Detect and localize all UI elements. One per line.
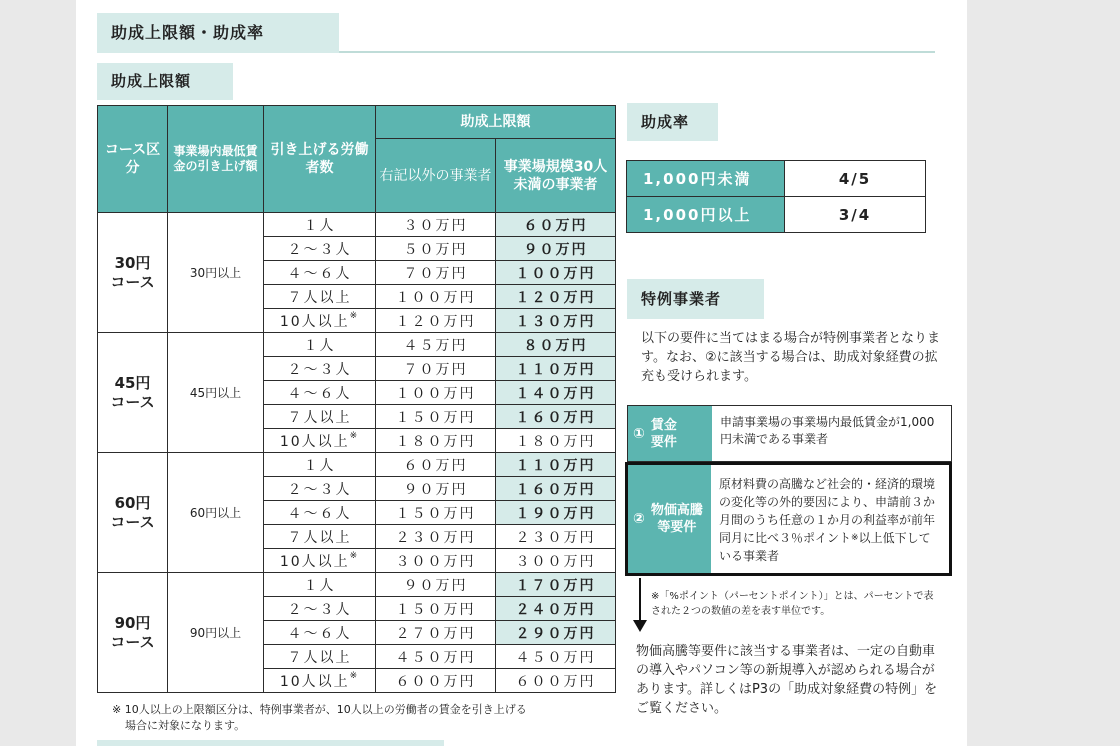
- raise-amount: 45円以上: [168, 333, 264, 453]
- limit-other: １５０万円: [376, 405, 496, 429]
- requirement-text-part: 原材料費の高騰など社会的・経済的環境の変化等の外的要因により、申請前３か月間のうち任意の１か月の利益率が前年同月に比べ３％ポイント: [719, 477, 936, 545]
- limit-small: ８０万円: [496, 333, 616, 357]
- limit-title: 助成上限額: [97, 63, 233, 100]
- workers-text: 10人以上: [279, 313, 350, 330]
- special-conclusion: 物価高騰等要件に該当する事業者は、一定の自動車の導入やパソコン等の新規導入が認められる場合があります。詳しくはP3の「助成対象経費の特例」をご覧ください。: [636, 644, 938, 716]
- limit-other: ２３０万円: [376, 525, 496, 549]
- workers-text: ４～６人: [287, 625, 352, 642]
- header-other: 右記以外の事業者: [376, 139, 496, 213]
- rate-label: 1,000円未満: [627, 161, 785, 197]
- workers-cell: [264, 309, 376, 333]
- rate-value: 4/5: [785, 161, 926, 197]
- workers-cell: [264, 405, 376, 429]
- workers-cell: [264, 645, 376, 669]
- section-divider: [339, 51, 935, 53]
- table-row: [98, 573, 616, 597]
- workers-cell: [264, 573, 376, 597]
- section-title: 助成上限額・助成率: [97, 13, 339, 53]
- limit-other: １２０万円: [376, 309, 496, 333]
- table-row: [98, 453, 616, 477]
- workers-text: ４～６人: [287, 265, 352, 282]
- workers-cell: [264, 285, 376, 309]
- workers-text: ２～３人: [287, 361, 352, 378]
- workers-text: ７人以上: [287, 529, 352, 546]
- header-limit-group: 助成上限額: [376, 106, 616, 139]
- workers-text: １人: [303, 577, 336, 594]
- workers-text: １人: [303, 217, 336, 234]
- workers-text: ４～６人: [287, 385, 352, 402]
- limit-small: １００万円: [496, 261, 616, 285]
- limit-other: ３００万円: [376, 549, 496, 573]
- workers-cell: [264, 213, 376, 237]
- workers-text: ７人以上: [287, 409, 352, 426]
- special-intro: 以下の要件に当てはまる場合が特例事業者となります。なお、②に該当する場合は、助成対象経費の拡充も受けられます。: [641, 331, 941, 384]
- workers-cell: [264, 453, 376, 477]
- requirement-label: 賃金要件: [650, 417, 677, 450]
- workers-text: ４～６人: [287, 505, 352, 522]
- course-name: 60円コース: [98, 453, 168, 573]
- workers-text: ２～３人: [287, 481, 352, 498]
- special-title: 特例事業者: [627, 279, 764, 319]
- footnote-mark: ※: [349, 310, 360, 321]
- limit-other: １８０万円: [376, 429, 496, 453]
- workers-text: 10人以上: [279, 433, 350, 450]
- percent-point-note: ※「%ポイント（パーセントポイント）」とは、パーセントで表された２つの数値の差を表す単位です。: [651, 591, 934, 617]
- table-footnote-line2: 場合に対象になります。: [125, 719, 246, 732]
- limit-small: ６００万円: [496, 669, 616, 693]
- next-section-strip: [97, 740, 444, 746]
- workers-cell: [264, 261, 376, 285]
- workers-text: １人: [303, 337, 336, 354]
- workers-text: ７人以上: [287, 289, 352, 306]
- limit-small: １６０万円: [496, 405, 616, 429]
- limit-other: ９０万円: [376, 477, 496, 501]
- header-workers: 引き上げる労働者数: [264, 106, 376, 213]
- header-course: コース区分: [98, 106, 168, 213]
- workers-text: ２～３人: [287, 601, 352, 618]
- rate-row: [627, 197, 926, 233]
- workers-text: ７人以上: [287, 649, 352, 666]
- requirement-number: ①: [633, 425, 645, 442]
- limit-small: １８０万円: [496, 429, 616, 453]
- requirement-text: 申請事業場の事業場内最低賃金が1,000円未満である事業者: [720, 415, 935, 446]
- course-name: 45円コース: [98, 333, 168, 453]
- limit-other: ２７０万円: [376, 621, 496, 645]
- limit-small: １７０万円: [496, 573, 616, 597]
- raise-amount: 30円以上: [168, 213, 264, 333]
- footnote-mark: ※: [349, 430, 360, 441]
- workers-cell: [264, 477, 376, 501]
- footnote-mark: ※: [851, 533, 859, 543]
- rate-value: 3/4: [785, 197, 926, 233]
- header-raise: 事業場内最低賃金の引き上げ額: [168, 106, 264, 213]
- rate-row: [627, 161, 926, 197]
- requirement-text: [711, 465, 949, 573]
- limit-other: ７０万円: [376, 261, 496, 285]
- workers-cell: [264, 237, 376, 261]
- workers-cell: [264, 525, 376, 549]
- requirement-label: 物価高騰等要件: [650, 503, 703, 535]
- limit-small: ２４０万円: [496, 597, 616, 621]
- limit-other: ９０万円: [376, 573, 496, 597]
- limit-other: ６００万円: [376, 669, 496, 693]
- workers-text: １人: [303, 457, 336, 474]
- limit-other: １００万円: [376, 285, 496, 309]
- workers-cell: [264, 333, 376, 357]
- limit-small: １９０万円: [496, 501, 616, 525]
- arrow-head-icon: [633, 620, 647, 632]
- course-name: 90円コース: [98, 573, 168, 693]
- workers-cell: [264, 357, 376, 381]
- workers-cell: [264, 381, 376, 405]
- limit-other: １５０万円: [376, 597, 496, 621]
- limit-other: ４５０万円: [376, 645, 496, 669]
- table-footnote: [112, 702, 612, 734]
- footnote-mark: ※: [349, 550, 360, 561]
- limit-small: １３０万円: [496, 309, 616, 333]
- limit-small: ２３０万円: [496, 525, 616, 549]
- limit-other: ７０万円: [376, 357, 496, 381]
- limit-small: １４０万円: [496, 381, 616, 405]
- table-row: [98, 333, 616, 357]
- limit-small: １２０万円: [496, 285, 616, 309]
- course-name: 30円コース: [98, 213, 168, 333]
- limit-small: ３００万円: [496, 549, 616, 573]
- down-arrow-icon: [639, 578, 641, 622]
- limit-table: [97, 105, 616, 693]
- document-page: [76, 0, 967, 746]
- limit-other: ３０万円: [376, 213, 496, 237]
- header-small: 事業場規模30人未満の事業者: [496, 139, 616, 213]
- workers-cell: [264, 429, 376, 453]
- limit-small: １１０万円: [496, 357, 616, 381]
- workers-cell: [264, 621, 376, 645]
- requirement-wage: [627, 405, 952, 462]
- raise-amount: 90円以上: [168, 573, 264, 693]
- limit-other: ６０万円: [376, 453, 496, 477]
- rate-title: 助成率: [627, 103, 718, 141]
- requirement-text-part: 以上低下している事業者: [719, 531, 931, 563]
- workers-cell: [264, 501, 376, 525]
- workers-cell: [264, 549, 376, 573]
- limit-other: ５０万円: [376, 237, 496, 261]
- requirement-price: [625, 462, 952, 576]
- limit-small: ９０万円: [496, 237, 616, 261]
- workers-cell: [264, 597, 376, 621]
- table-row: [98, 213, 616, 237]
- raise-amount: 60円以上: [168, 453, 264, 573]
- rate-label: 1,000円以上: [627, 197, 785, 233]
- limit-small: １６０万円: [496, 477, 616, 501]
- limit-small: ６０万円: [496, 213, 616, 237]
- workers-cell: [264, 669, 376, 693]
- limit-other: １００万円: [376, 381, 496, 405]
- rate-table: [626, 160, 926, 233]
- workers-text: 10人以上: [279, 673, 350, 690]
- limit-small: １１０万円: [496, 453, 616, 477]
- workers-text: 10人以上: [279, 553, 350, 570]
- limit-small: ２９０万円: [496, 621, 616, 645]
- limit-small: ４５０万円: [496, 645, 616, 669]
- requirement-number: ②: [633, 511, 645, 527]
- table-footnote-line1: ※ 10人以上の上限額区分は、特例事業者が、10人以上の労働者の賃金を引き上げる: [112, 703, 527, 716]
- limit-other: １５０万円: [376, 501, 496, 525]
- limit-other: ４５万円: [376, 333, 496, 357]
- footnote-mark: ※: [349, 670, 360, 681]
- workers-text: ２～３人: [287, 241, 352, 258]
